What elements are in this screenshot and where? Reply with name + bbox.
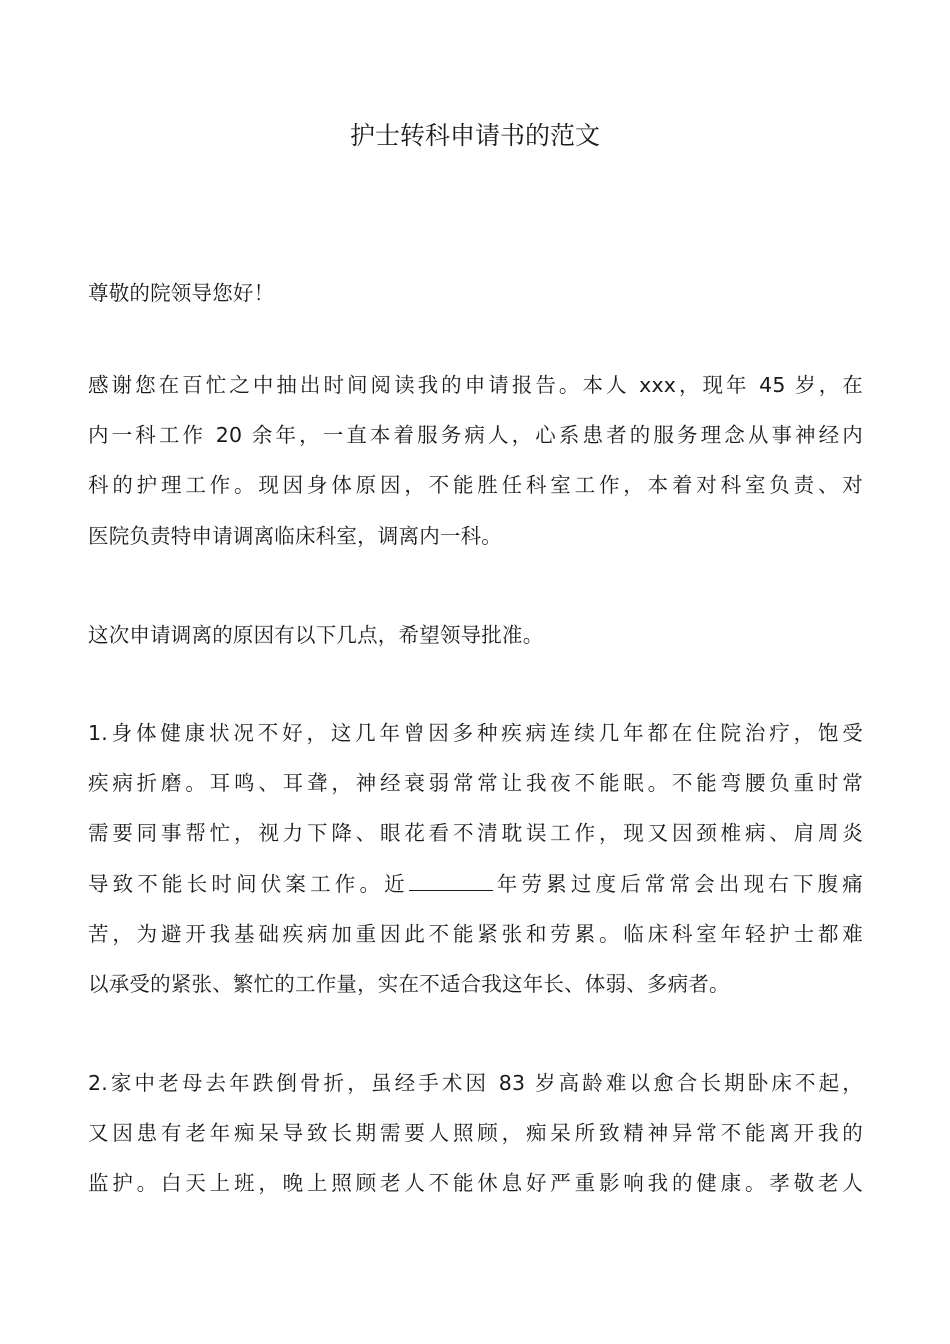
point-2-line: 又因患有老年痴呆导致长期需要人照顾，痴呆所致精神异常不能离开我的: [88, 1121, 863, 1146]
intro-line: 医院负责特申请调离临床科室，调离内一科。: [88, 523, 502, 548]
point-1-line: 需要同事帮忙，视力下降、眼花看不清耽误工作，现又因颈椎病、肩周炎: [88, 821, 863, 846]
intro-line: 内一科工作 20 余年，一直本着服务病人，心系患者的服务理念从事神经内: [88, 423, 863, 448]
point-1-line-part-a: 导致不能长时间伏案工作。近: [88, 871, 409, 896]
point-1-line-with-blank: [88, 859, 863, 909]
point-2-line: 2.家中老母去年跌倒骨折，虽经手术因 83 岁高龄难以愈合长期卧床不起，: [88, 1071, 863, 1095]
intro-line: 科的护理工作。现因身体原因，不能胜任科室工作，本着对科室负责、对: [88, 473, 863, 498]
intro-line: 感谢您在百忙之中抽出时间阅读我的申请报告。本人 xxx，现年 45 岁，在: [88, 373, 863, 397]
salutation-text: 尊敬的院领导您好！: [88, 281, 275, 305]
reasons-intro-paragraph: [88, 610, 863, 660]
point-1-line-part-b: 年劳累过度后常常会出现右下腹痛: [492, 871, 864, 896]
point-1-paragraph: [88, 708, 863, 1009]
reasons-intro-text: 这次申请调离的原因有以下几点，希望领导批准。: [88, 623, 544, 647]
point-1-line: 苦，为避开我基础疾病加重因此不能紧张和劳累。临床科室年轻护士都难: [88, 921, 863, 946]
point-1-line: 疾病折磨。耳鸣、耳聋，神经衰弱常常让我夜不能眠。不能弯腰负重时常: [88, 771, 863, 796]
salutation: [88, 268, 863, 318]
point-1-line: 以承受的紧张、繁忙的工作量，实在不适合我这年长、体弱、多病者。: [88, 972, 730, 997]
point-2-line: 监护。白天上班，晚上照顾老人不能休息好严重影响我的健康。孝敬老人: [88, 1171, 863, 1196]
point-2-paragraph: [88, 1058, 863, 1209]
fill-in-blank: [409, 868, 493, 891]
point-1-line: 1.身体健康状况不好，这几年曾因多种疾病连续几年都在住院治疗，饱受: [88, 721, 863, 745]
document-title: 护士转科申请书的范文: [349, 121, 600, 150]
intro-paragraph: [88, 360, 863, 561]
